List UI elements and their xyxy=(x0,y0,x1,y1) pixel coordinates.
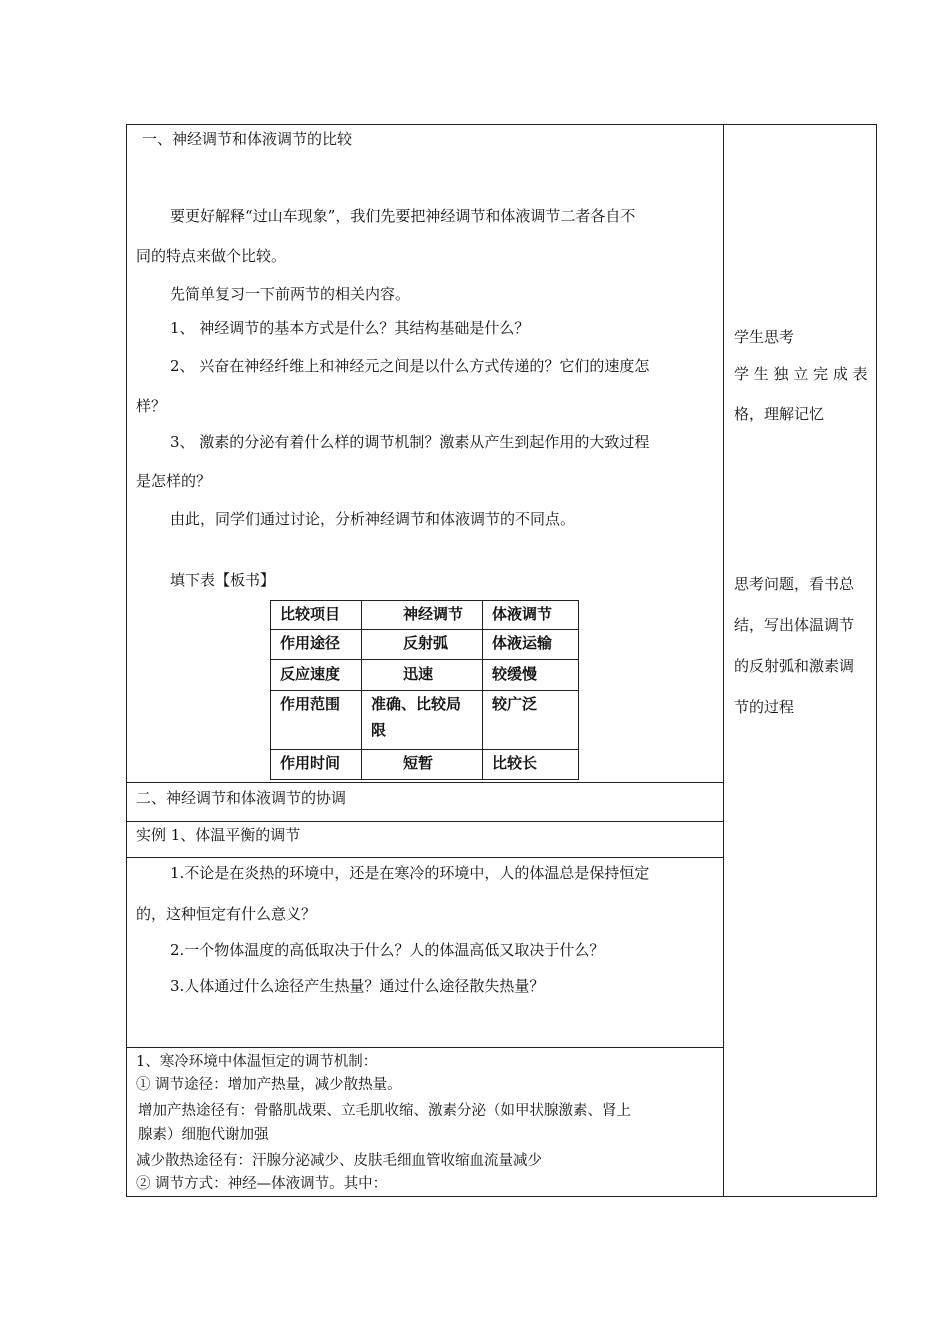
table-cell: 短暂 xyxy=(362,750,483,780)
intro-line2: 同的特点来做个比较。 xyxy=(136,247,287,265)
section1-heading: 一、神经调节和体液调节的比较 xyxy=(142,130,353,148)
discussion-text: 由此，同学们通过讨论，分析神经调节和体液调节的不同点。 xyxy=(170,510,576,528)
side-note-1-line3: 格，理解记忆 xyxy=(734,405,825,423)
table-cell: 作用途径 xyxy=(271,630,362,660)
question-2-line2: 样？ xyxy=(136,397,167,415)
question-3-line1: 3、 激素的分泌有着什么样的调节机制？激素从产生到起作用的大致过程 xyxy=(170,433,650,451)
mechanism-line5: 减少散热途径有：汗腺分泌减少、皮肤毛细血管收缩血流量减少 xyxy=(136,1153,542,1169)
side-note-1 xyxy=(734,318,868,437)
table-header-cell: 体液调节 xyxy=(483,601,579,630)
side-note-2-line4: 节的过程 xyxy=(734,698,795,716)
mechanism-line1: 1、寒冷环境中体温恒定的调节机制： xyxy=(136,1054,378,1070)
example-1-heading: 实例 1、体温平衡的调节 xyxy=(136,826,301,844)
side-note-2-line3: 的反射弧和激素调 xyxy=(734,657,855,675)
section2-para3: 3.人体通过什么途径产生热量？通过什么途径散失热量？ xyxy=(170,977,545,995)
mechanism-line6: ② 调节方式：神经—体液调节。其中： xyxy=(136,1176,388,1192)
table-cell: 体液运输 xyxy=(483,630,579,660)
question-1: 1、 神经调节的基本方式是什么？其结构基础是什么？ xyxy=(170,319,530,337)
table-row xyxy=(271,691,579,750)
comparison-table xyxy=(270,600,579,780)
table-row xyxy=(271,630,579,660)
side-note-2 xyxy=(734,564,854,728)
review-text: 先简单复习一下前两节的相关内容。 xyxy=(170,285,411,303)
range-line1: 准确、比较局 xyxy=(371,695,462,713)
table-row xyxy=(271,750,579,780)
table-cell-range xyxy=(362,691,483,750)
section2-para1-line1: 1.不论是在炎热的环境中，还是在寒冷的环境中，人的体温总是保持恒定 xyxy=(170,864,650,882)
section2-para2: 2.一个物体温度的高低取决于什么？人的体温高低又取决于什么？ xyxy=(170,941,605,959)
column-divider xyxy=(723,124,724,1197)
table-cell: 迅速 xyxy=(362,660,483,691)
section2-heading: 二、神经调节和体液调节的协调 xyxy=(136,789,347,807)
row-divider xyxy=(126,782,723,783)
side-note-2-line2: 结，写出体温调节 xyxy=(734,616,855,634)
fill-table-label: 填下表【板书】 xyxy=(170,571,276,589)
table-cell: 作用范围 xyxy=(271,691,362,750)
table-cell: 较广泛 xyxy=(483,691,579,750)
table-cell: 反射弧 xyxy=(362,630,483,660)
question-2-line1: 2、 兴奋在神经纤维上和神经元之间是以什么方式传递的？它们的速度怎 xyxy=(170,357,650,375)
range-line2: 限 xyxy=(371,721,387,739)
table-header-cell: 比较项目 xyxy=(271,601,362,630)
question-3-line2: 是怎样的？ xyxy=(136,472,212,490)
mechanism-line2: ① 调节途径：增加产热量，减少散热量。 xyxy=(136,1077,402,1093)
table-row xyxy=(271,660,579,691)
section2-para1-line2: 的，这种恒定有什么意义？ xyxy=(136,905,317,923)
side-note-1-line1: 学生思考 xyxy=(734,328,795,346)
row-divider xyxy=(126,821,723,822)
mechanism-line3: 增加产热途径有：骨骼肌战栗、立毛肌收缩、激素分泌（如甲状腺激素、肾上 xyxy=(138,1103,631,1119)
table-cell: 作用时间 xyxy=(271,750,362,780)
table-cell: 比较长 xyxy=(483,750,579,780)
intro-line1: 要更好解释“过山车现象”，我们先要把神经调节和体液调节二者各自不 xyxy=(170,207,636,225)
row-divider xyxy=(126,1047,723,1048)
table-cell: 较缓慢 xyxy=(483,660,579,691)
table-header-row xyxy=(271,601,579,630)
table-cell: 反应速度 xyxy=(271,660,362,691)
mechanism-line4: 腺素）细胞代谢加强 xyxy=(138,1127,269,1143)
row-divider xyxy=(126,857,723,858)
side-note-1-line2: 学 生 独 立 完 成 表 xyxy=(734,365,868,383)
side-note-2-line1: 思考问题，看书总 xyxy=(734,575,855,593)
table-header-cell: 神经调节 xyxy=(362,601,483,630)
